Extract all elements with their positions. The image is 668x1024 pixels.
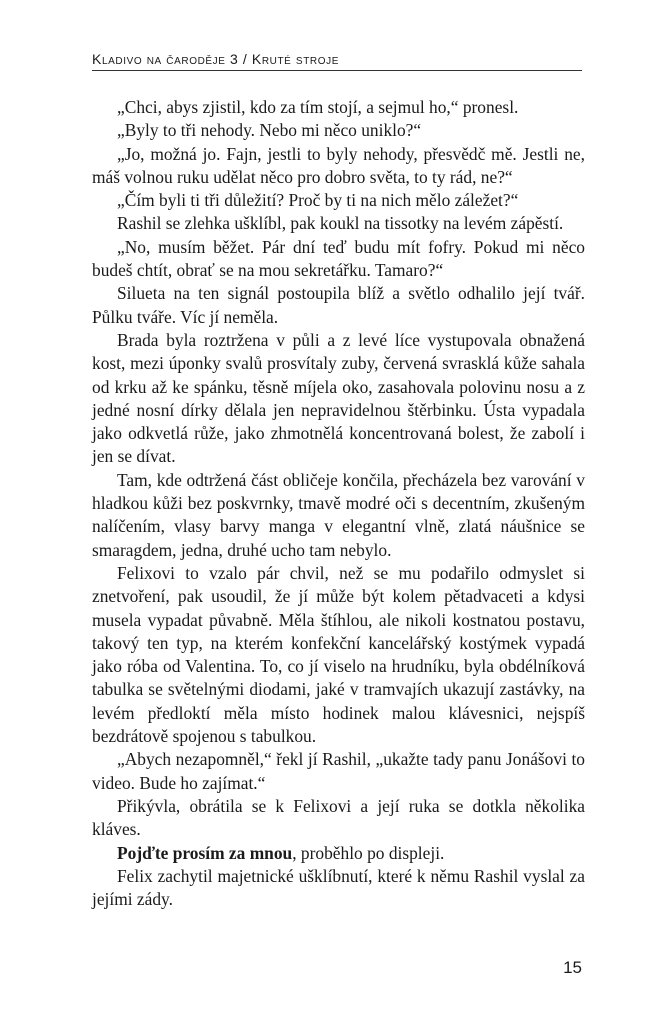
- paragraph: Přikývla, obrátila se k Felixovi a její ruka se dotkla několika kláves.: [92, 795, 585, 840]
- paragraph: „Čím byli ti tři důležití? Proč by ti na nich mělo záležet?“: [117, 190, 519, 211]
- paragraph: „Chci, abys zjistil, kdo za tím stojí, a sejmul ho,“ pronesl.: [117, 97, 519, 117]
- body-text: [92, 96, 585, 911]
- display-message-paragraph: [92, 842, 585, 865]
- paragraph: Brada byla roztržena v půli a z levé líce vystupovala obnažená kost, mezi úponky svalů prosvítaly zuby, červená svrasklá kůže sahala od krku až ke spánku, těsně míjela oko, zasahovala polovinu nosu a z jedné nosní dírky dělala jen nepravidelnou štěrbinku. Ústa vypadala jako odkvetlá růže, jako zhmotnělá koncentrovaná bolest, že zabolí i jen se dívat.: [92, 329, 585, 467]
- paragraph: Felixovi to vzalo pár chvil, než se mu podařilo odmyslet si znetvoření, pak usoudil, že jí může být kolem pětadvaceti a kdysi musela vypadat půvabně. Měla štíhlou, ale nikoli kostnatou postavu, takový ten typ, na kterém konfekční kancelářský kostýmek vypadá jako róba od Valentina. To, co jí viselo na hrudníku, byla obdélníková tabulka se světelnými diodami, jaké v tramvajích ukazují zastávky, na levém předloktí měla místo hodinek malou klávesnici, nejspíš bezdrátově spojenou s tabulkou.: [92, 562, 585, 747]
- display-message-rest: , proběhlo po displeji.: [292, 842, 445, 863]
- paragraph: Felix zachytil majetnické ušklíbnutí, které k němu Rashil vyslal za jejími zády.: [92, 865, 585, 910]
- paragraph: „Byly to tři nehody. Nebo mi něco uniklo?“: [117, 120, 422, 141]
- paragraph: Rashil se zlehka ušklíbl, pak koukl na tissotky na levém zápěstí.: [117, 213, 564, 234]
- running-head: Kladivo na čaroděje 3 / Kruté stroje: [92, 51, 339, 67]
- page-number: 15: [563, 958, 582, 977]
- paragraph: Tam, kde odtržená část obličeje končila, přecházela bez varování v hladkou kůži bez poskvrnky, tmavě modré oči s decentním, zkušeným nalíčením, vlasy barvy manga v elegantní vlně, zlatá náušnice se smaragdem, jedna, druhé ucho tam nebylo.: [92, 469, 585, 560]
- paragraph: „Abych nezapomněl,“ řekl jí Rashil, „ukažte tady panu Jonášovi to video. Bude ho zajímat.“: [92, 749, 585, 793]
- header-rule: [92, 70, 582, 71]
- paragraph: „No, musím běžet. Pár dní teď budu mít fofry. Pokud mi něco budeš chtít, obrať se na mou sekretářku. Tamaro?“: [92, 236, 585, 281]
- display-message-bold: Pojďte prosím za mnou: [117, 842, 293, 863]
- paragraph: Silueta na ten signál postoupila blíž a světlo odhalilo její tvář. Půlku tváře. Víc jí neměla.: [92, 283, 585, 327]
- paragraph: „Jo, možná jo. Fajn, jestli to byly nehody, přesvědč mě. Jestli ne, máš volnou ruku udělat něco pro dobro světa, to ty rád, ne?“: [92, 143, 585, 187]
